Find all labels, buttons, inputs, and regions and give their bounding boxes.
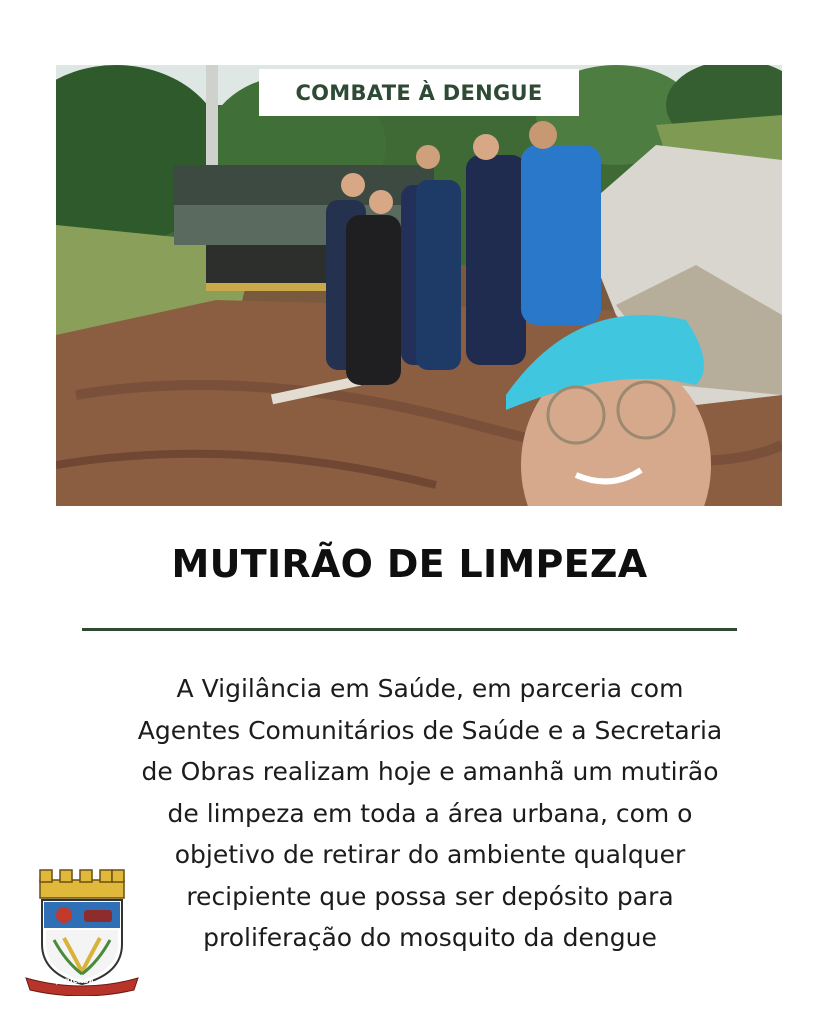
announcement-line: A Vigilância em Saúde, em parceria com — [176, 674, 684, 703]
municipal-crest-logo — [24, 866, 140, 996]
announcement-line: proliferação do mosquito da dengue — [203, 923, 657, 952]
page-title: MUTIRÃO DE LIMPEZA — [171, 542, 648, 586]
announcement-line: de limpeza em toda a área urbana, com o — [167, 798, 693, 828]
announcement-line: Agentes Comunitários de Saúde e a Secretaria — [137, 715, 723, 745]
announcement-line: objetivo de retirar do ambiente qualquer — [174, 840, 686, 869]
announcement-text — [100, 668, 760, 959]
campaign-badge: COMBATE À DENGUE — [259, 69, 579, 116]
crest-banner-text: AJURICABA - RS — [50, 977, 114, 985]
announcement-line: de Obras realizam hoje e amanhã um mutirão — [141, 757, 719, 786]
announcement-line: recipiente que possa ser depósito para — [186, 881, 674, 911]
title-divider — [82, 628, 737, 631]
cleanup-team-photo — [56, 65, 782, 506]
